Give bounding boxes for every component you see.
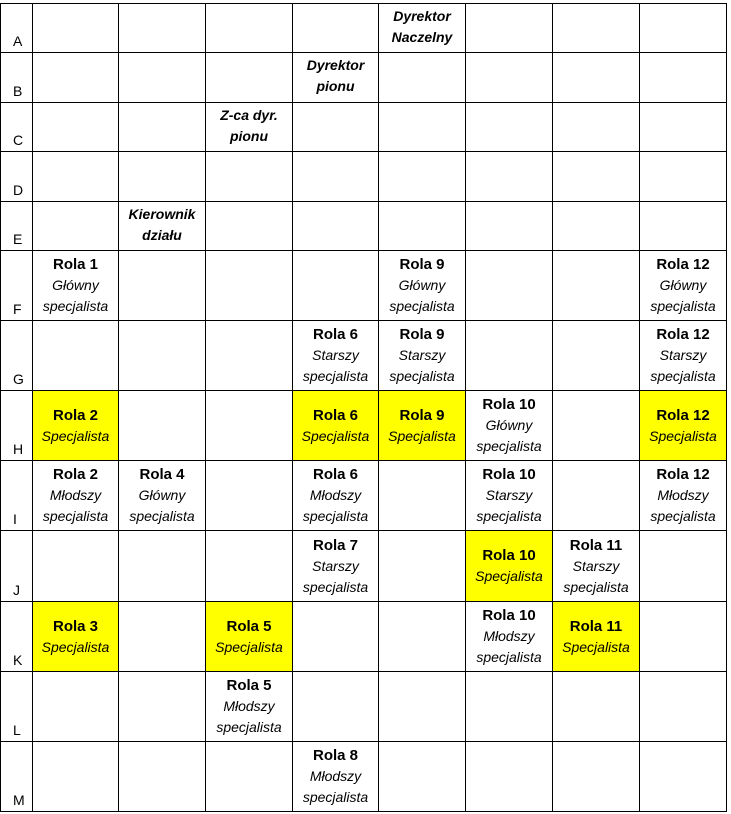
role-cell xyxy=(466,391,552,460)
role-name: Rola 1 xyxy=(52,256,98,273)
role-cell xyxy=(206,672,292,741)
role-level: specjalista xyxy=(650,508,716,524)
row-label: D xyxy=(13,182,24,198)
role-cell xyxy=(640,391,726,460)
role-level: Specjalista xyxy=(215,638,283,655)
role-name: Rola 12 xyxy=(656,466,710,483)
role-level: specjalista xyxy=(302,578,369,595)
row-label: E xyxy=(13,231,23,247)
role-cell xyxy=(379,321,465,390)
role-name: Rola 9 xyxy=(399,256,445,273)
role-name: Rola 6 xyxy=(312,326,358,343)
grid-horizontal-line xyxy=(0,102,727,103)
role-level: Specjalista xyxy=(475,568,543,584)
management-cell xyxy=(206,103,292,151)
role-name: Rola 11 xyxy=(569,617,623,635)
management-cell xyxy=(379,4,465,52)
role-level: Młodszy xyxy=(309,487,362,503)
position-title: Z-ca dyr. xyxy=(220,107,278,123)
role-level: specjalista xyxy=(302,508,369,524)
role-level: specjalista xyxy=(476,508,542,524)
role-name: Rola 12 xyxy=(656,326,710,343)
role-level: specjalista xyxy=(650,298,716,314)
role-level: specjalista xyxy=(476,438,542,454)
management-cell xyxy=(293,53,378,102)
role-name: Rola 10 xyxy=(482,466,536,483)
role-level: Młodszy xyxy=(223,698,275,714)
role-cell xyxy=(293,391,378,460)
role-cell xyxy=(33,461,118,530)
role-level: Starszy xyxy=(485,487,533,503)
role-level: Specjalista xyxy=(41,427,110,444)
role-level: Główny xyxy=(398,277,446,293)
role-level: Starszy xyxy=(312,557,359,574)
role-cell xyxy=(466,531,552,601)
role-name: Rola 3 xyxy=(52,617,98,635)
role-name: Rola 10 xyxy=(482,547,536,564)
role-level: Specjalista xyxy=(562,638,630,655)
role-name: Rola 6 xyxy=(312,466,358,483)
role-level: Specjalista xyxy=(388,427,456,444)
position-title: Kierownik xyxy=(128,206,196,222)
role-level: specjalista xyxy=(302,789,369,805)
role-cell xyxy=(119,461,205,530)
role-name: Rola 12 xyxy=(656,256,710,273)
role-name: Rola 10 xyxy=(482,607,536,624)
row-label: F xyxy=(13,301,22,317)
role-cell xyxy=(293,461,378,530)
role-cell xyxy=(33,391,118,460)
grid-horizontal-line xyxy=(0,3,727,4)
role-name: Rola 2 xyxy=(52,406,98,424)
role-name: Rola 5 xyxy=(226,677,272,694)
position-title: Dyrektor xyxy=(306,57,365,73)
role-cell xyxy=(33,251,118,320)
position-title: pionu xyxy=(316,78,355,94)
role-name: Rola 9 xyxy=(399,406,445,424)
role-level: Młodszy xyxy=(49,487,102,503)
role-level: specjalista xyxy=(129,508,195,524)
grid-vertical-line xyxy=(552,3,553,812)
role-cell xyxy=(466,461,552,530)
role-level: specjalista xyxy=(563,578,629,595)
row-label: I xyxy=(13,511,17,527)
role-cell xyxy=(293,321,378,390)
grid-vertical-line xyxy=(118,3,119,812)
role-level: specjalista xyxy=(302,368,369,384)
role-level: Młodszy xyxy=(657,487,709,503)
role-level: Starszy xyxy=(572,557,620,574)
role-name: Rola 6 xyxy=(312,406,358,424)
role-level: Główny xyxy=(485,417,533,433)
role-level: Główny xyxy=(52,277,99,293)
role-level: Specjalista xyxy=(649,427,717,444)
role-cell xyxy=(640,251,726,320)
role-level: Starszy xyxy=(659,347,707,363)
role-cell xyxy=(553,602,639,671)
role-level: Starszy xyxy=(312,347,359,363)
role-name: Rola 12 xyxy=(656,406,710,424)
grid-horizontal-line xyxy=(0,201,727,202)
role-name: Rola 4 xyxy=(139,466,185,483)
row-label: K xyxy=(13,652,23,668)
row-label: M xyxy=(13,792,25,808)
position-title: Dyrektor xyxy=(393,8,451,24)
row-label: B xyxy=(13,83,23,99)
position-title: Naczelny xyxy=(391,29,453,45)
role-level: Specjalista xyxy=(41,638,110,655)
role-name: Rola 2 xyxy=(52,466,98,483)
grid-horizontal-line xyxy=(0,151,727,152)
role-level: specjalista xyxy=(650,368,716,384)
role-cell xyxy=(379,251,465,320)
grid-vertical-line xyxy=(726,3,727,812)
role-level: specjalista xyxy=(42,298,109,314)
role-cell xyxy=(293,742,378,811)
role-name: Rola 9 xyxy=(399,326,445,343)
row-label: G xyxy=(13,371,24,387)
role-level: Starszy xyxy=(398,347,446,363)
role-cell xyxy=(640,321,726,390)
role-cell xyxy=(33,602,118,671)
role-cell xyxy=(206,602,292,671)
role-level: Młodszy xyxy=(309,768,362,784)
row-label: H xyxy=(13,441,24,457)
role-name: Rola 7 xyxy=(312,536,358,554)
role-level: specjalista xyxy=(389,368,455,384)
grid-horizontal-line xyxy=(0,671,727,672)
role-cell xyxy=(466,602,552,671)
management-cell xyxy=(119,202,205,250)
role-name: Rola 8 xyxy=(312,747,358,764)
position-title: działu xyxy=(142,227,182,243)
role-cell xyxy=(640,461,726,530)
row-label: C xyxy=(13,132,24,148)
role-level: Główny xyxy=(138,487,186,503)
row-label: J xyxy=(13,582,20,598)
role-name: Rola 5 xyxy=(226,617,272,635)
role-level: Młodszy xyxy=(483,628,535,644)
role-cell xyxy=(293,531,378,601)
role-level: specjalista xyxy=(42,508,109,524)
row-label: L xyxy=(13,722,21,738)
row-label: A xyxy=(13,33,23,49)
role-cell xyxy=(553,531,639,601)
role-level: specjalista xyxy=(389,298,455,314)
role-level: specjalista xyxy=(216,719,282,735)
role-level: Główny xyxy=(659,277,707,293)
position-title: pionu xyxy=(229,128,269,144)
grid-vertical-line xyxy=(0,3,1,812)
role-name: Rola 10 xyxy=(482,396,536,413)
role-level: Specjalista xyxy=(301,427,370,444)
role-level: specjalista xyxy=(476,649,542,665)
grid-horizontal-line xyxy=(0,811,727,812)
role-name: Rola 11 xyxy=(569,536,623,554)
role-cell xyxy=(379,391,465,460)
